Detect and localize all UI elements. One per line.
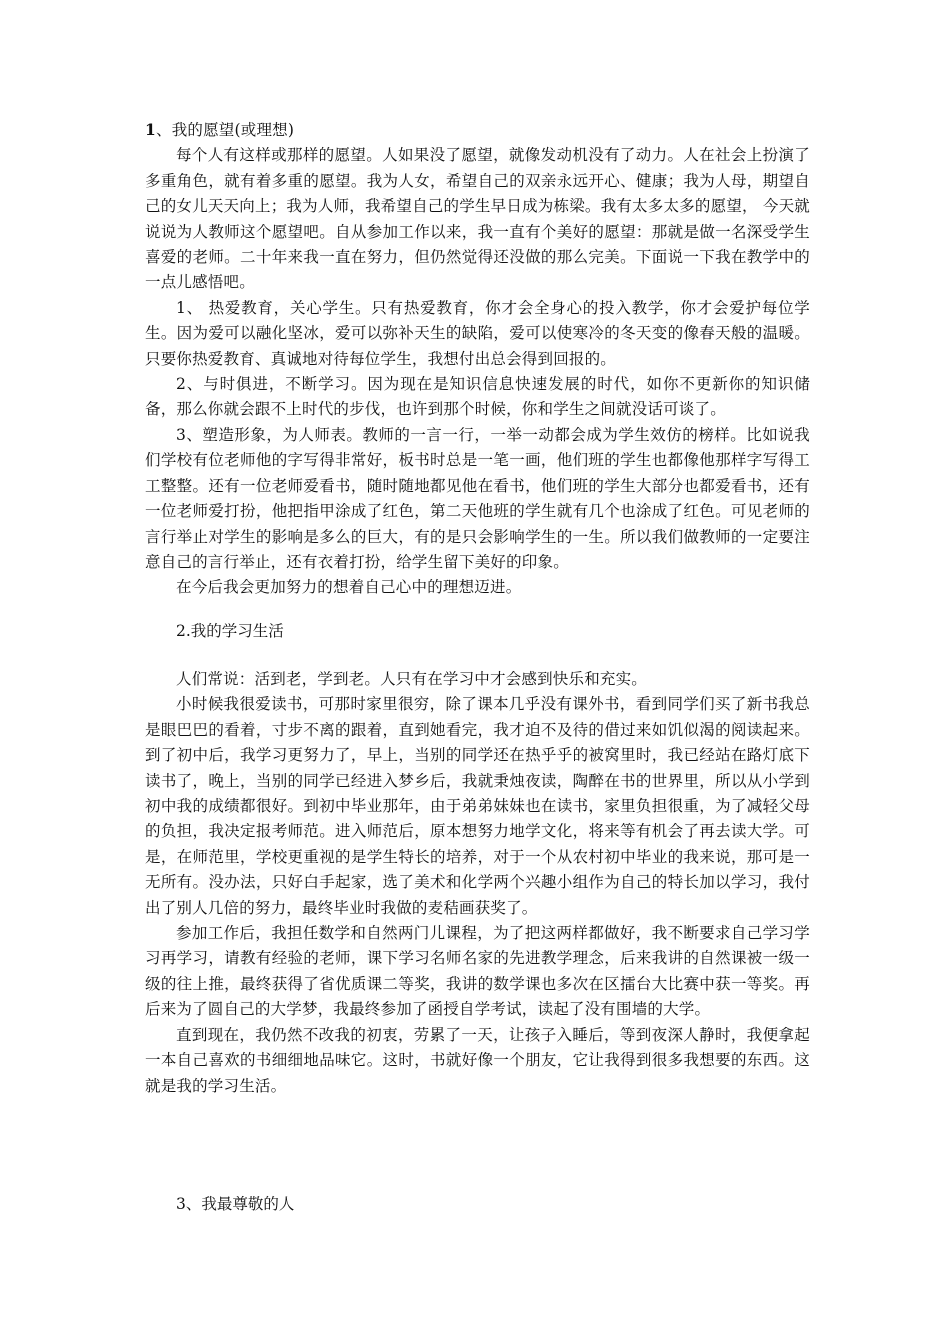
section-1 <box>145 117 810 601</box>
paragraph: 小时候我很爱读书，可那时家里很穷，除了课本几乎没有课外书，看到同学们买了新书我总是眼巴巴的看着，寸步不离的跟着，直到她看完，我才迫不及待的借过来如饥似渴的阅读起来。到了初中后，我学习更努力了，早上，当别的同学还在热乎乎的被窝里时，我已经站在路灯底下读书了，晚上，当别的同学已经进入梦乡后，我就秉烛夜读，陶醉在书的世界里，所以从小学到初中我的成绩都很好。到初中毕业那年，由于弟弟妹妹也在读书，家里负担很重，为了减轻父母的负担，我决定报考师范。进入师范后，原本想努力地学文化，将来等有机会了再去读大学。可是，在师范里，学校更重视的是学生特长的培养，对于一个从农村初中毕业的我来说，那可是一无所有。没办法，只好白手起家，选了美术和化学两个兴趣小组作为自己的特长加以学习，我付出了别人几倍的努力，最终毕业时我做的麦秸画获奖了。 <box>145 695 810 917</box>
section-2 <box>145 667 810 1099</box>
section-1-title-text: 、我的愿望(或理想) <box>156 121 295 139</box>
paragraph: 在今后我会更加努力的想着自己心中的理想迈进。 <box>176 578 522 597</box>
paragraph: 2、与时俱进，不断学习。因为现在是知识信息快速发展的时代，如你不更新你的知识储备，那么你就会跟不上时代的步伐，也许到那个时候，你和学生之间就没话可谈了。 <box>145 375 810 419</box>
section-2-title: 2.我的学习生活 <box>176 622 284 640</box>
paragraph: 人们常说：活到老，学到老。人只有在学习中才会感到快乐和充实。 <box>176 670 648 688</box>
section-1-title-number: 1 <box>145 120 156 139</box>
paragraph: 3、塑造形象，为人师表。教师的一言一行，一举一动都会成为学生效仿的榜样。比如说我们学校有位老师他的字写得非常好，板书时总是一笔一画，他们班的学生也都像他那样字写得工工整整。还有一位老师爱看书，随时随地都见他在看书，他们班的学生大部分也都爱看书，还有一位老师爱打扮，他把指甲涂成了红色，第二天他班的学生就有几个也涂成了红色。可见老师的言行举止对学生的影响是多么的巨大，有的是只会影响学生的一生。所以我们做教师的一定要注意自己的言行举止，还有衣着打扮，给学生留下美好的印象。 <box>145 425 810 571</box>
paragraph: 参加工作后，我担任数学和自然两门儿课程，为了把这两样都做好，我不断要求自己学习学习再学习，请教有经验的老师，课下学习名师名家的先进教学理念，后来我讲的自然课被一级一级的往上推，最终获得了省优质课二等奖，我讲的数学课也多次在区擂台大比赛中获一等奖。再后来为了圆自己的大学梦，我最终参加了函授自学考试，读起了没有围墙的大学。 <box>145 924 810 1019</box>
paragraph: 每个人有这样或那样的愿望。人如果没了愿望，就像发动机没有了动力。人在社会上扮演了多重角色，就有着多重的愿望。我为人女，希望自己的双亲永远开心、健康；我为人母，期望自己的女儿天天向上；我为人师，我希望自己的学生早日成为栋梁。我有太多太多的愿望， 今天就说说为人教师这个愿望吧。自从参加工作以来，我一直有个美好的愿望：那就是做一名深受学生喜爱的老师。二十年来我一直在努力，但仍然觉得还没做的那么完美。下面说一下我在教学中的一点儿感悟吧。 <box>145 146 810 292</box>
paragraph: 1、 热爱教育，关心学生。只有热爱教育，你才会全身心的投入教学，你才会爱护每位学生。因为爱可以融化坚冰，爱可以弥补天生的缺陷，爱可以使寒冷的冬天变的像春天般的温暖。只要你热爱教育、真诚地对待每位学生，我想付出总会得到回报的。 <box>145 298 810 368</box>
paragraph: 直到现在，我仍然不改我的初衷，劳累了一天，让孩子入睡后，等到夜深人静时，我便拿起一本自己喜欢的书细细地品味它。这时，书就好像一个朋友，它让我得到很多我想要的东西。这就是我的学习生活。 <box>145 1025 810 1095</box>
section-3-title: 3、我最尊敬的人 <box>176 1195 295 1213</box>
section-1-title <box>145 117 810 143</box>
